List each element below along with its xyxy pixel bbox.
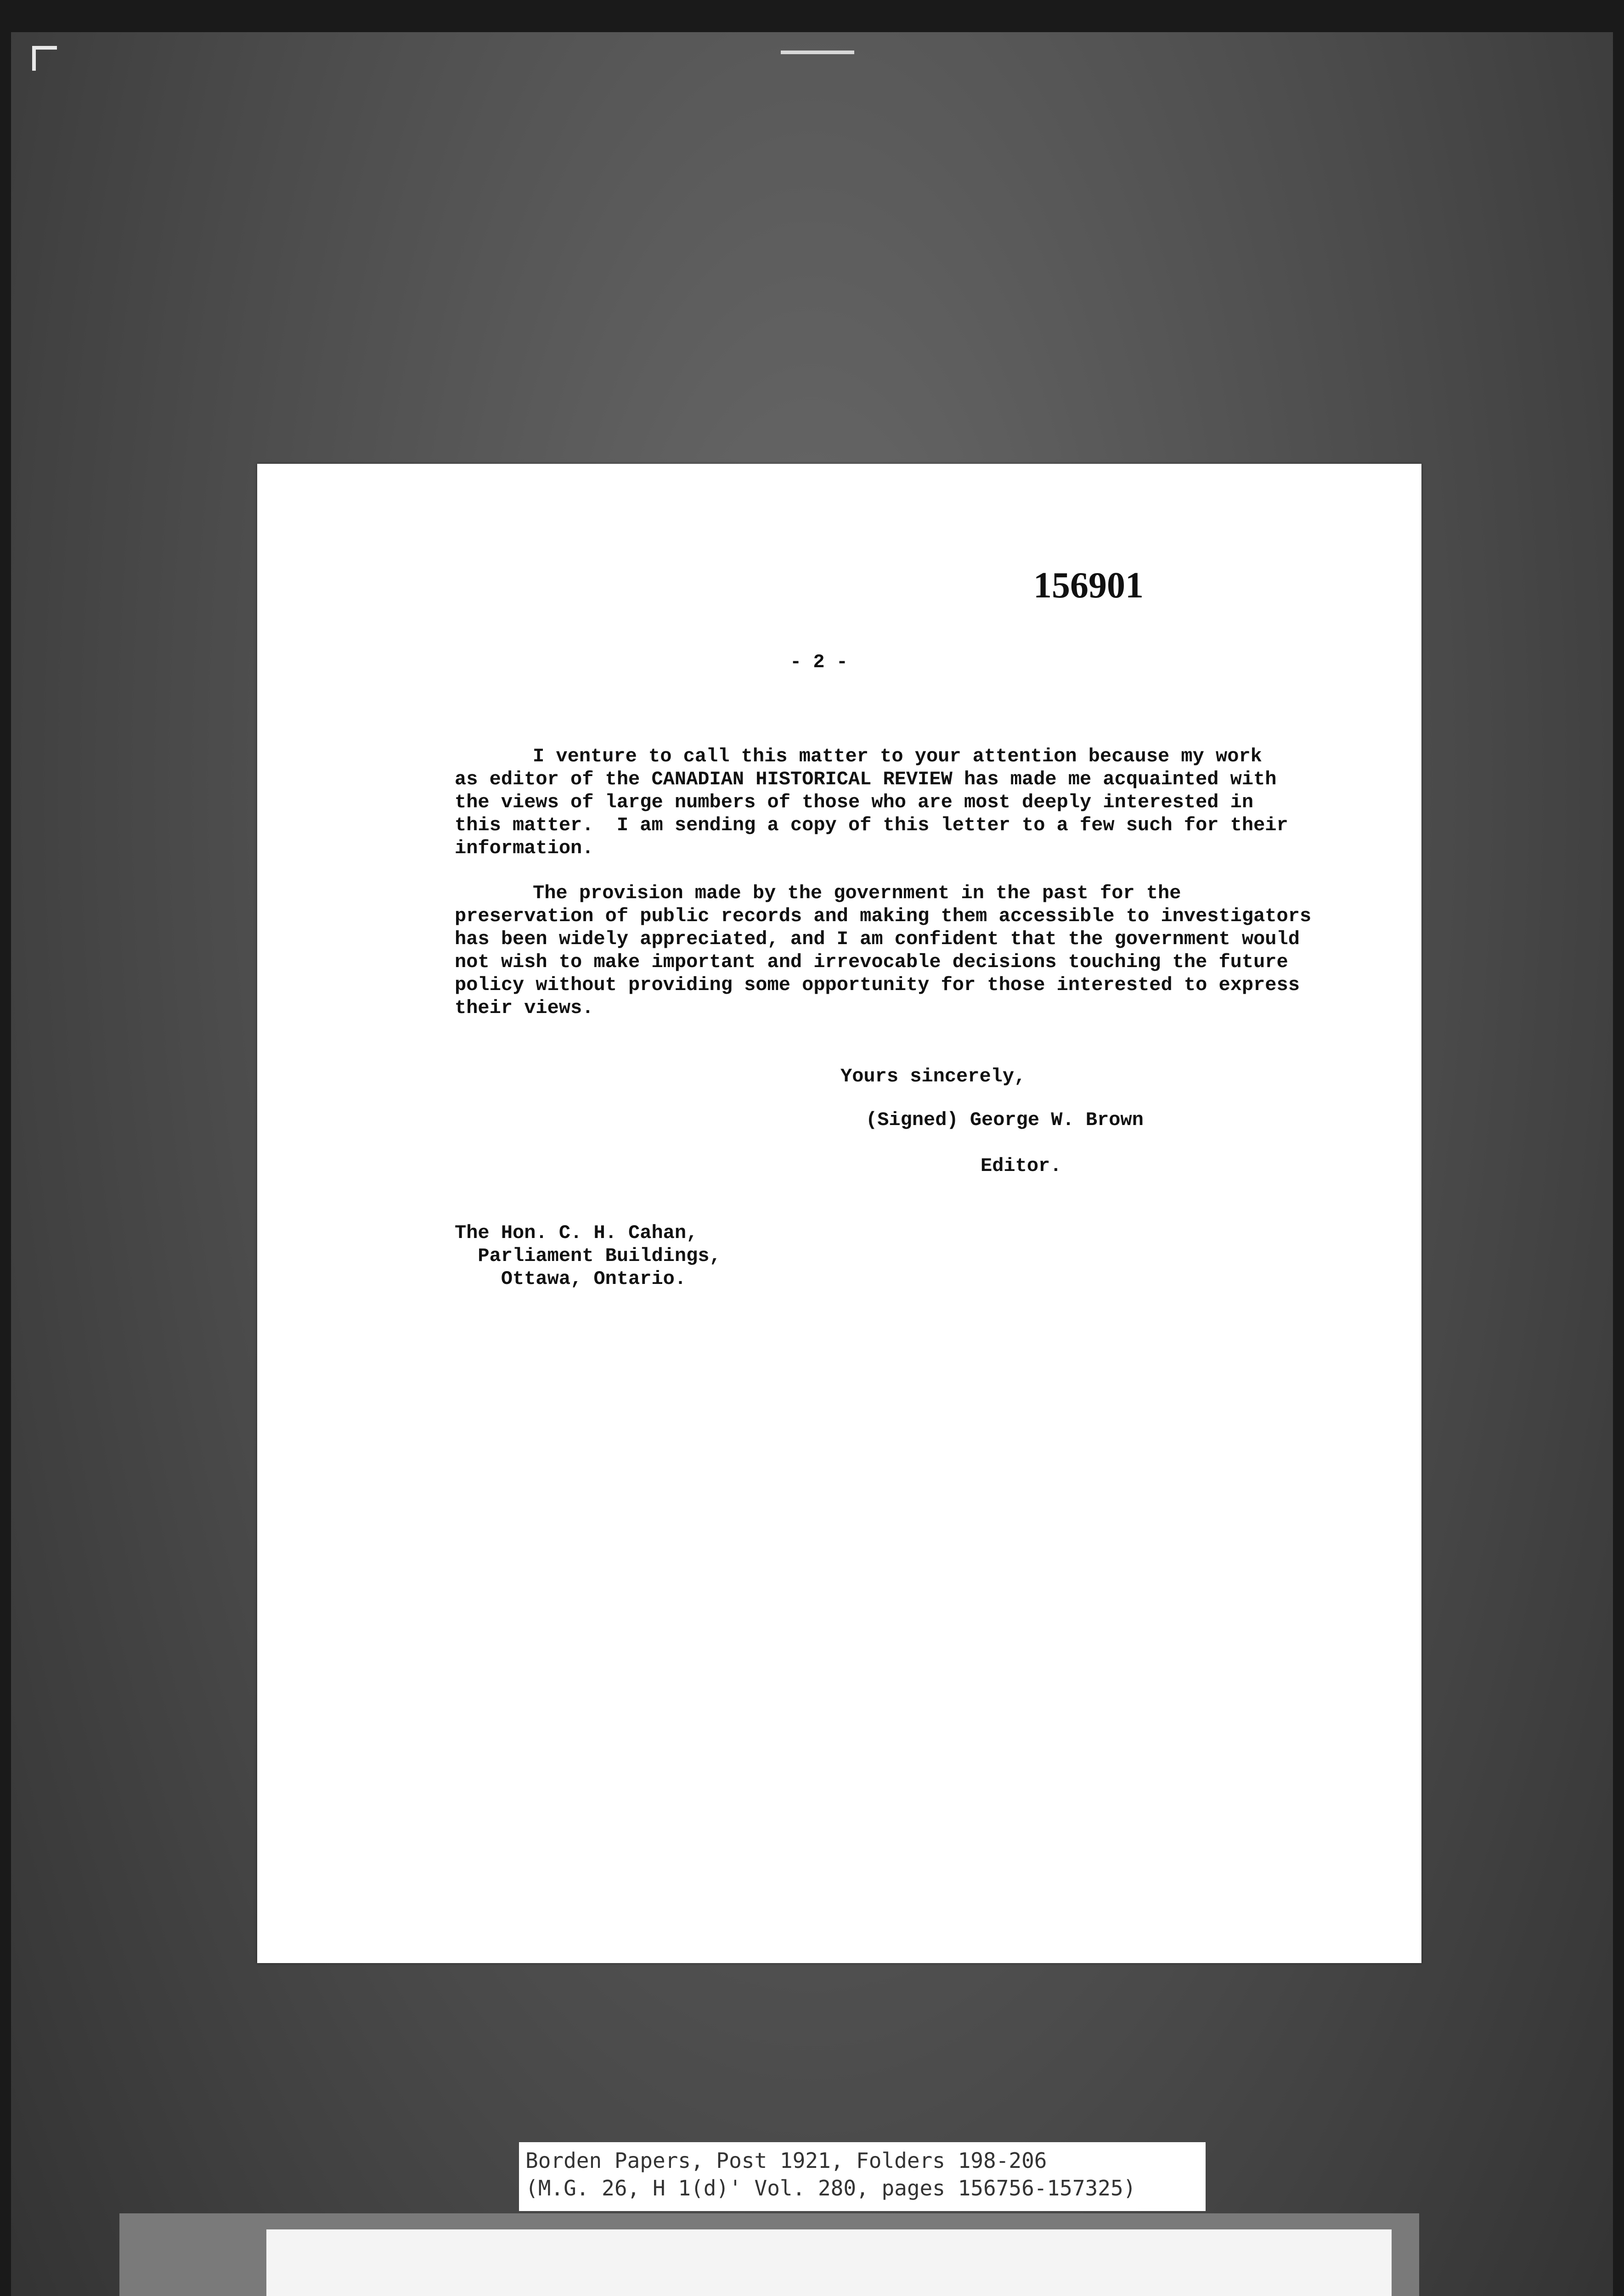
paragraph-line: The provision made by the government in the past for the [533, 882, 1181, 904]
signer-title: Editor. [981, 1155, 1062, 1177]
address-line: The Hon. C. H. Cahan, [455, 1222, 698, 1244]
paragraph-line: information. [455, 837, 594, 859]
paragraph-line: has been widely appreciated, and I am confident that the government would [455, 928, 1300, 950]
paragraph-line: policy without providing some opportunity for those interested to express [455, 974, 1300, 996]
address-line: Parliament Buildings, [455, 1245, 721, 1267]
film-edge-top [0, 0, 1624, 32]
signature-line: (Signed) George W. Brown [866, 1109, 1144, 1131]
closing-salutation: Yours sincerely, [840, 1065, 1026, 1087]
address-line: Ottawa, Ontario. [455, 1268, 687, 1290]
citation-line-1: Borden Papers, Post 1921, Folders 198-206 [525, 2148, 1047, 2173]
page-marker: - 2 - [790, 651, 848, 673]
paragraph-line: this matter. I am sending a copy of this letter to a few such for their [455, 814, 1288, 836]
film-edge-left [0, 0, 11, 2296]
citation-label [519, 2142, 1206, 2211]
letter-page [257, 464, 1421, 1963]
paragraph-line: the views of large numbers of those who are most deeply interested in [455, 791, 1254, 813]
paragraph-line: as editor of the CANADIAN HISTORICAL REVIEW has made me acquainted with [455, 768, 1277, 790]
film-edge-right [1613, 0, 1624, 2296]
paragraph-line: I venture to call this matter to your attention because my work [533, 745, 1262, 767]
paragraph-2 [455, 882, 1327, 1019]
recipient-address [455, 1221, 721, 1290]
archive-card [266, 2229, 1392, 2296]
paragraph-line: their views. [455, 997, 594, 1019]
paragraph-1 [455, 745, 1327, 860]
paragraph-line: preservation of public records and making them accessible to investigators [455, 905, 1312, 927]
corner-registration-mark [32, 46, 57, 71]
top-registration-dash [781, 51, 854, 54]
document-number: 156901 [1033, 565, 1144, 606]
paragraph-line: not wish to make important and irrevocable decisions touching the future [455, 951, 1288, 973]
citation-line-2: (M.G. 26, H 1(d)' Vol. 280, pages 156756-157325) [525, 2176, 1136, 2200]
